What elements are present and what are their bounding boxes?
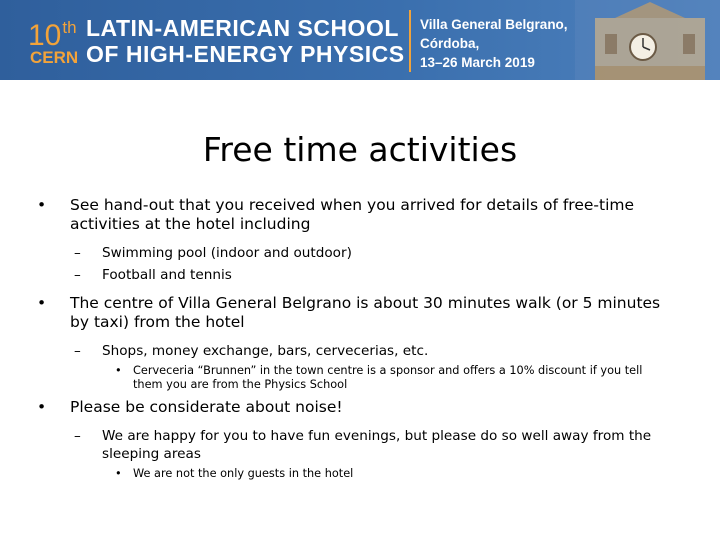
- slide-body: [0, 196, 720, 487]
- school-title-line1: LATIN-AMERICAN SCHOOL: [86, 15, 399, 41]
- dash-marker: –: [74, 245, 81, 261]
- event-dates: 13–26 March 2019: [420, 55, 535, 70]
- school-title-line2: OF HIGH-ENERGY PHYSICS: [86, 41, 405, 67]
- cern-logo-text: CERN: [30, 48, 79, 67]
- sub-sub-item: • Cerveceria “Brunnen” in the town centre is a sponsor and offers a 10% discount if you tell them you are from the Physics School: [115, 364, 643, 391]
- bullet-marker: •: [37, 398, 47, 416]
- sub-item: – Shops, money exchange, bars, cervecerias, etc.: [74, 343, 429, 359]
- venue-province: Córdoba,: [420, 36, 480, 51]
- bullet-item: • Please be considerate about noise!: [37, 398, 343, 416]
- dash-marker: –: [74, 267, 81, 283]
- sub-sub-item: • We are not the only guests in the hotel: [115, 467, 354, 480]
- edition-number: 10th: [28, 18, 77, 52]
- venue-town: Villa General Belgrano,: [420, 17, 568, 32]
- bullet-item: • The centre of Villa General Belgrano is about 30 minutes walk (or 5 minutes by taxi) from the hotel: [37, 294, 661, 331]
- banner-divider: [409, 10, 411, 72]
- dash-marker: –: [74, 343, 81, 359]
- bullet-marker: •: [115, 364, 122, 377]
- bullet-item: • See hand-out that you received when you arrived for details of free-time activities at the hotel including: [37, 196, 635, 233]
- bullet-marker: •: [37, 196, 47, 214]
- slide-title: Free time activities: [202, 130, 518, 169]
- sub-item: – Football and tennis: [74, 267, 232, 283]
- dash-marker: –: [74, 428, 81, 444]
- venue-info: [420, 15, 568, 72]
- sub-item: – We are happy for you to have fun evenings, but please do so well away from the sleeping areas: [74, 428, 652, 462]
- bullet-marker: •: [37, 294, 47, 312]
- header-banner: [0, 0, 720, 80]
- sub-item: – Swimming pool (indoor and outdoor): [74, 245, 352, 261]
- bullet-marker: •: [115, 467, 122, 480]
- clock-tower-image: [575, 0, 720, 80]
